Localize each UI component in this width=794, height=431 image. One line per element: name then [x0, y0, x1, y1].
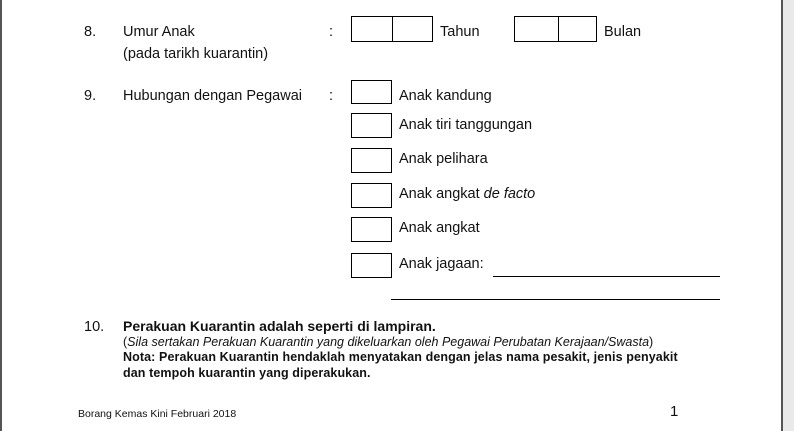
nota-line-2: dan tempoh kuarantin yang diperakukan. [123, 366, 371, 380]
item8-colon: : [329, 24, 334, 40]
item10-instruction [123, 335, 653, 349]
page-number: 1 [670, 403, 679, 420]
months-unit-label: Bulan [604, 24, 642, 40]
months-digit-divider [558, 16, 559, 42]
footer-form-name: Borang Kemas Kini Februari 2018 [78, 408, 237, 420]
checkbox-anak-jagaan[interactable] [351, 253, 392, 278]
option-anak-tiri: Anak tiri tanggungan [399, 117, 533, 133]
instruction-paren-open: ( [123, 335, 128, 349]
item8-number: 8. [84, 24, 97, 40]
item10-title: Perakuan Kuarantin adalah seperti di lampiran. [123, 318, 436, 334]
de-facto-italic: de facto [483, 186, 536, 202]
item9-number: 9. [84, 88, 97, 104]
item10-number: 10. [84, 319, 105, 335]
option-anak-pelihara: Anak pelihara [399, 151, 488, 167]
instruction-paren-close: ) [649, 335, 654, 349]
anak-jagaan-line-1[interactable] [493, 276, 720, 277]
item8-sublabel: (pada tarikh kuarantin) [123, 46, 269, 62]
nota-line-1: Nota: Perakuan Kuarantin hendaklah menyatakan dengan jelas nama pesakit, jenis penyakit [123, 350, 678, 364]
option-anak-angkat-de-facto [399, 186, 535, 202]
item9-label: Hubungan dengan Pegawai [123, 88, 302, 104]
option-anak-kandung: Anak kandung [399, 88, 492, 104]
checkbox-anak-pelihara[interactable] [351, 148, 392, 173]
instruction-text: Sila sertakan Perakuan Kuarantin yang dikeluarkan oleh Pegawai Perubatan Kerajaan/Swasta [127, 335, 650, 349]
checkbox-anak-angkat[interactable] [351, 217, 392, 242]
item9-colon: : [329, 88, 334, 104]
option-anak-jagaan: Anak jagaan: [399, 256, 484, 272]
option-anak-angkat-de-facto-text: Anak angkat [399, 186, 480, 202]
item8-label: Umur Anak [123, 24, 195, 40]
checkbox-anak-angkat-de-facto[interactable] [351, 183, 392, 208]
months-input[interactable] [514, 16, 597, 42]
checkbox-anak-kandung[interactable] [351, 80, 392, 104]
anak-jagaan-line-2[interactable] [391, 299, 720, 300]
checkbox-anak-tiri[interactable] [351, 113, 392, 138]
viewer-margin [783, 0, 794, 431]
page-left-edge [0, 0, 2, 431]
option-anak-angkat: Anak angkat [399, 220, 480, 236]
years-digit-divider [392, 16, 393, 42]
years-unit-label: Tahun [440, 24, 480, 40]
